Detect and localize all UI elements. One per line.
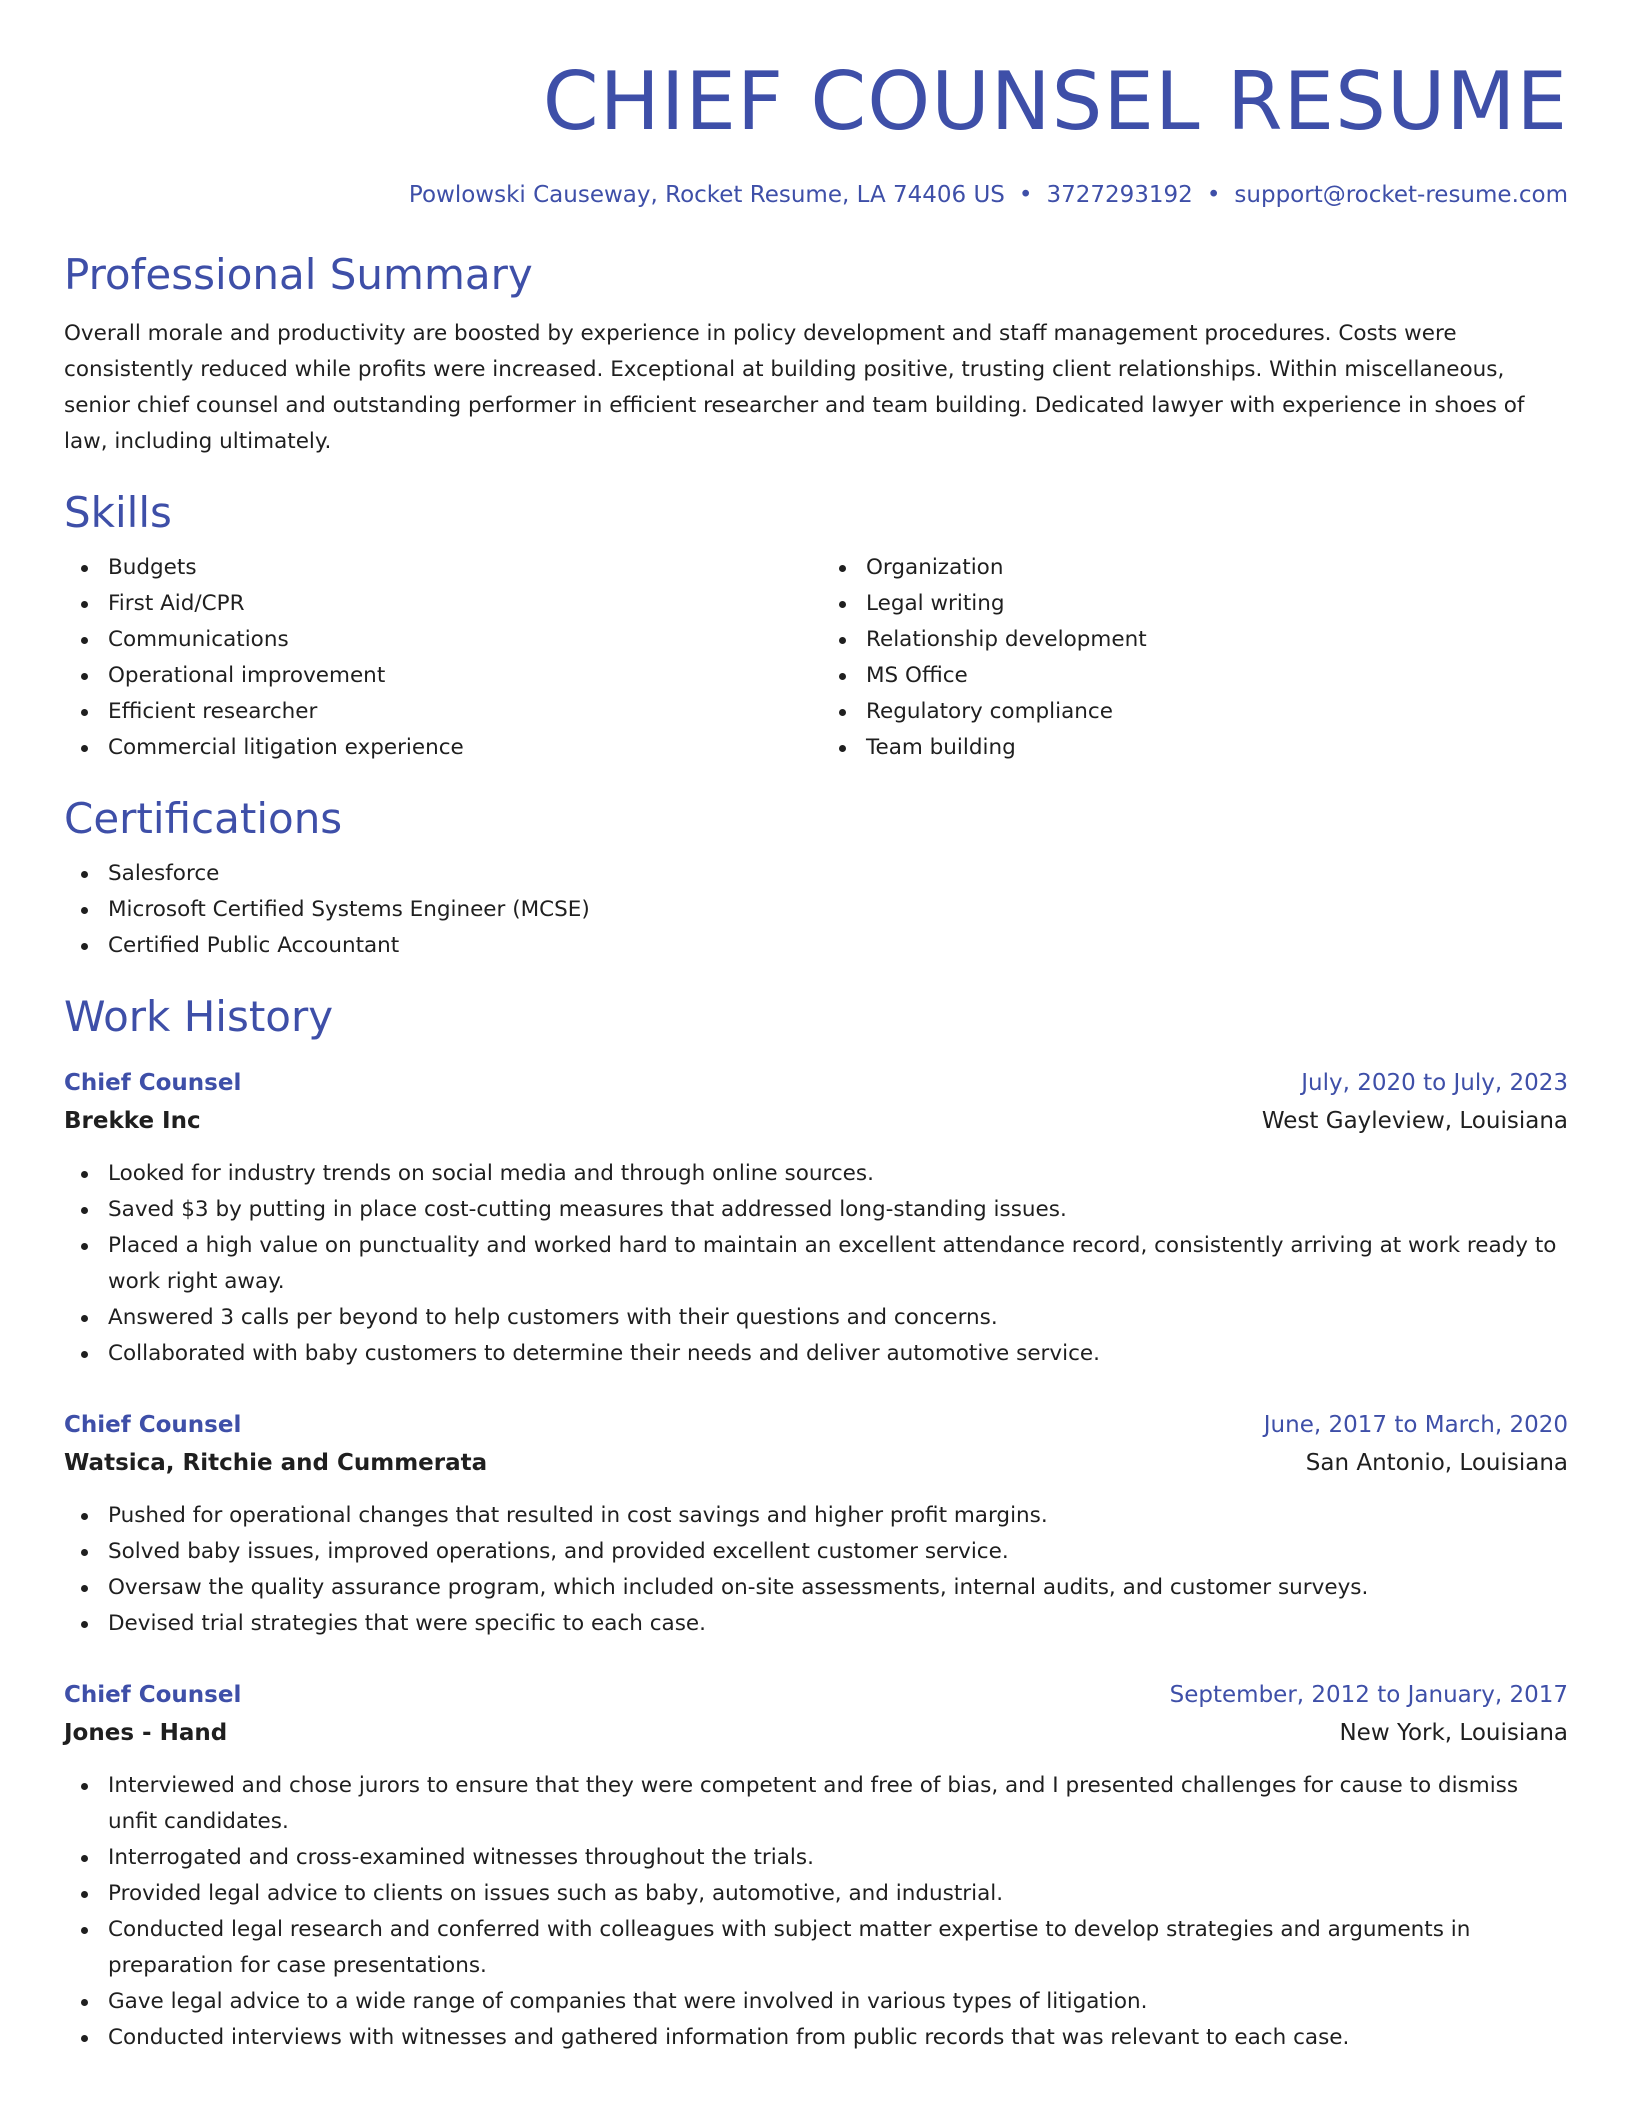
contact-address: Powlowski Causeway, Rocket Resume, LA 74406 US — [408, 182, 1005, 208]
job-dates: June, 2017 to March, 2020 — [1263, 1412, 1568, 1438]
contact-separator: • — [1206, 182, 1221, 208]
job-subheader — [64, 1714, 1568, 1752]
skills-list-right — [816, 550, 1568, 766]
job-company: Brekke Inc — [64, 1108, 201, 1134]
job-title: Chief Counsel — [64, 1412, 242, 1438]
section-title-work-history: Work History — [64, 992, 334, 1041]
certification-item: Salesforce — [108, 856, 1568, 892]
summary-text: Overall morale and productivity are boosted by experience in policy development and staff management procedures. Costs were consistently reduced while profits were increased. Exceptional at building positive, trusting client relationships. Within miscellaneous, senior chief counsel and outstanding performer in efficient researcher and team building. Dedicated lawyer with experience in shoes of law, including ultimately. — [64, 321, 1525, 454]
job-location: San Antonio, Louisiana — [1305, 1450, 1568, 1476]
job-bullet: Gave legal advice to a wide range of companies that were involved in various types of litigation. — [108, 1984, 1568, 2020]
job-entry — [64, 1064, 1568, 1372]
job-bullet: Interviewed and chose jurors to ensure that they were competent and free of bias, and I presented challenges for cause to dismiss unfit candidates. — [108, 1768, 1568, 1840]
skill-item: Organization — [866, 550, 1568, 586]
skill-item: Efficient researcher — [108, 694, 816, 730]
skill-item: MS Office — [866, 658, 1568, 694]
job-bullet: Answered 3 calls per beyond to help customers with their questions and concerns. — [108, 1300, 1568, 1336]
job-bullet: Collaborated with baby customers to determine their needs and deliver automotive service. — [108, 1336, 1568, 1372]
job-bullet: Conducted interviews with witnesses and gathered information from public records that was relevant to each case. — [108, 2020, 1568, 2056]
skill-item: Team building — [866, 730, 1568, 766]
job-bullets — [64, 1498, 1568, 1642]
job-title: Chief Counsel — [64, 1682, 242, 1708]
job-bullet: Oversaw the quality assurance program, which included on-site assessments, internal audits, and customer surveys. — [108, 1570, 1568, 1606]
job-bullet: Devised trial strategies that were specific to each case. — [108, 1606, 1568, 1642]
job-location: West Gayleview, Louisiana — [1261, 1108, 1568, 1134]
job-bullet: Provided legal advice to clients on issues such as baby, automotive, and industrial. — [108, 1876, 1568, 1912]
skill-item: Communications — [108, 622, 816, 658]
job-location: New York, Louisiana — [1339, 1720, 1568, 1746]
job-bullet: Looked for industry trends on social media and through online sources. — [108, 1156, 1568, 1192]
skills-list-left — [64, 550, 816, 766]
job-entry — [64, 1676, 1568, 2056]
job-bullet: Pushed for operational changes that resulted in cost savings and higher profit margins. — [108, 1498, 1568, 1534]
skill-item: First Aid/CPR — [108, 586, 816, 622]
certifications-list — [64, 856, 1568, 964]
skill-item: Regulatory compliance — [866, 694, 1568, 730]
skill-item: Budgets — [108, 550, 816, 586]
resume-name: CHIEF COUNSEL RESUME — [542, 55, 1568, 148]
skill-item: Commercial litigation experience — [108, 730, 816, 766]
job-subheader — [64, 1444, 1568, 1482]
certification-item: Microsoft Certified Systems Engineer (MCSE) — [108, 892, 1568, 928]
contact-separator: • — [1018, 182, 1033, 208]
job-company: Jones - Hand — [64, 1720, 228, 1746]
job-entry — [64, 1406, 1568, 1642]
job-title: Chief Counsel — [64, 1070, 242, 1096]
section-title-summary: Professional Summary — [64, 250, 533, 299]
section-title-skills: Skills — [64, 488, 172, 537]
skill-item: Relationship development — [866, 622, 1568, 658]
summary-section — [64, 248, 1568, 460]
job-bullets — [64, 1768, 1568, 2056]
job-header — [64, 1676, 1568, 1714]
job-bullet: Placed a high value on punctuality and worked hard to maintain an excellent attendance record, consistently arriving at work ready to work right away. — [108, 1228, 1568, 1300]
job-bullet: Solved baby issues, improved operations, and provided excellent customer service. — [108, 1534, 1568, 1570]
job-header — [64, 1406, 1568, 1444]
job-subheader — [64, 1102, 1568, 1140]
work-history-section — [64, 990, 1568, 2056]
job-company: Watsica, Ritchie and Cummerata — [64, 1450, 488, 1476]
contact-email: support@rocket-resume.com — [1234, 182, 1568, 208]
job-dates: September, 2012 to January, 2017 — [1169, 1682, 1568, 1708]
skill-item: Operational improvement — [108, 658, 816, 694]
certification-item: Certified Public Accountant — [108, 928, 1568, 964]
job-bullet: Conducted legal research and conferred with colleagues with subject matter expertise to develop strategies and arguments in preparation for case presentations. — [108, 1912, 1568, 1984]
certifications-section — [64, 792, 1568, 964]
skills-section — [64, 486, 1568, 766]
job-dates: July, 2020 to July, 2023 — [1301, 1070, 1568, 1096]
job-bullets — [64, 1156, 1568, 1372]
job-header — [64, 1064, 1568, 1102]
section-title-certifications: Certifications — [64, 794, 343, 843]
skills-grid — [64, 550, 1568, 766]
contact-phone: 3727293192 — [1046, 182, 1193, 208]
skill-item: Legal writing — [866, 586, 1568, 622]
job-bullet: Saved $3 by putting in place cost-cutting measures that addressed long-standing issues. — [108, 1192, 1568, 1228]
contact-line — [64, 180, 1568, 210]
job-bullet: Interrogated and cross-examined witnesses throughout the trials. — [108, 1840, 1568, 1876]
